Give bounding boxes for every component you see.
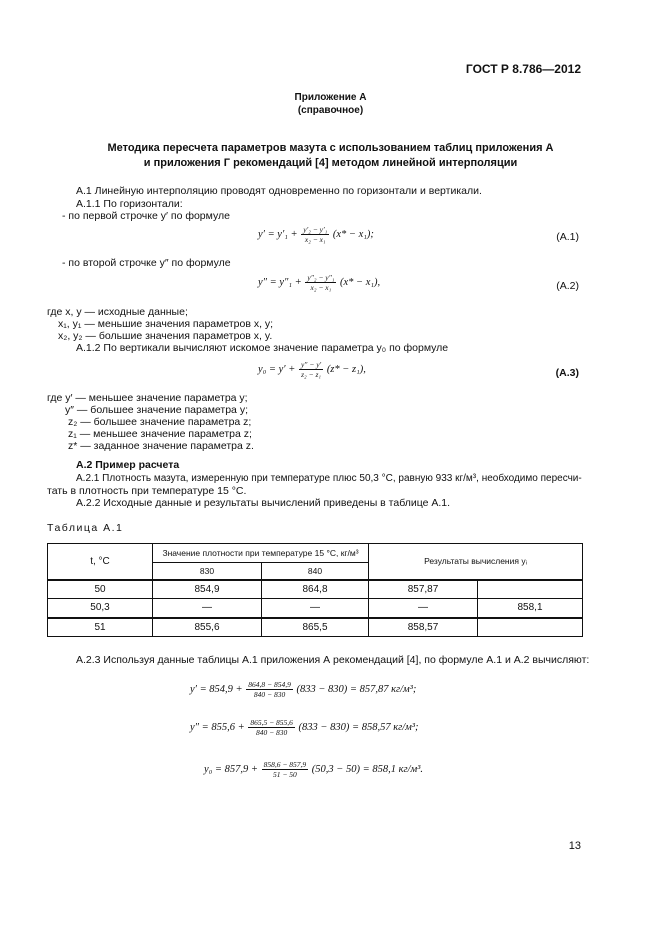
table-cell	[478, 618, 583, 637]
formula-lhs: y′ = y′₁ +	[258, 228, 298, 240]
heading-line-2: и приложения Г рекомендаций [4] методом линейной интерполяции	[143, 157, 518, 169]
fraction-denominator: z₂ − z₁	[301, 370, 321, 379]
table-row	[48, 599, 583, 618]
table-caption: Таблица А.1	[47, 522, 124, 534]
fraction-denominator: 840 − 830	[255, 728, 288, 737]
fraction-numerator: y′₂ − y′₁	[303, 225, 328, 234]
calc-fraction	[262, 760, 309, 779]
formula-a3	[258, 360, 366, 379]
paragraph-first-row: - по первой строчке y′ по формуле	[62, 210, 230, 222]
fraction-numerator: y″₂ − y″₁	[307, 273, 335, 282]
fraction-denominator: 51 − 50	[272, 770, 297, 779]
table-cell: 50	[48, 580, 153, 599]
calc-fraction	[248, 718, 295, 737]
table-cell: 865,5	[262, 618, 369, 637]
table-cell: —	[153, 599, 262, 618]
section-a2-title: А.2 Пример расчета	[76, 459, 180, 471]
where-line-2: x₁, y₁ — меньшие значения параметров x, y;	[58, 318, 274, 330]
table-row	[48, 618, 583, 637]
calc-rhs: (833 − 830) = 857,87 кг/м³;	[296, 683, 417, 695]
table-cell: 858,57	[369, 618, 478, 637]
paragraph-a22: А.2.2 Исходные данные и результаты вычислений приведены в таблице А.1.	[76, 497, 451, 509]
heading-line-1: Методика пересчета параметров мазута с использованием таблиц приложения А	[107, 142, 554, 154]
appendix-title: Приложение А	[294, 92, 367, 103]
calc-y0	[204, 760, 423, 779]
formula-fraction	[301, 225, 329, 244]
table-cell	[478, 580, 583, 599]
calc-rhs: (50,3 − 50) = 858,1 кг/м³.	[311, 763, 423, 775]
formula-rhs: (z* − z₁),	[326, 363, 366, 375]
header-density: Значение плотности при температуре 15 °С, кг/м³	[153, 544, 369, 563]
formula-fraction	[299, 360, 323, 379]
table-cell: 854,9	[153, 580, 262, 599]
formula-lhs: y₀ = y′ +	[258, 363, 296, 375]
calc-rhs: (833 − 830) = 858,57 кг/м³;	[298, 721, 419, 733]
formula-fraction	[305, 273, 336, 292]
paragraph-a23: А.2.3 Используя данные таблицы А.1 приложения А рекомендаций [4], по формуле А.1 и А.2 вычисляют:	[76, 654, 590, 666]
paragraph-a21-line-1: А.2.1 Плотность мазута, измеренную при температуре плюс 50,3 °С, равную 933 кг/м³, необходимо пересчи-	[76, 473, 582, 484]
calc-y-prime	[190, 680, 416, 699]
calc-y-double-prime	[190, 718, 418, 737]
table-cell: —	[369, 599, 478, 618]
where-line-4: где y′ — меньшее значение параметра y;	[47, 392, 248, 404]
page-number: 13	[568, 840, 581, 852]
calc-lhs: y₀ = 857,9 +	[204, 763, 258, 775]
calc-lhs: y′ = 854,9 +	[190, 683, 243, 695]
fraction-numerator: 865,5 − 855,6	[250, 718, 293, 727]
density-table	[47, 543, 583, 637]
document-code: ГОСТ Р 8.786—2012	[465, 62, 581, 76]
table-cell: —	[262, 599, 369, 618]
where-line-5: y″ — большее значение параметра y;	[65, 404, 248, 416]
table-row	[48, 580, 583, 599]
where-line-1: где x, y — исходные данные;	[47, 306, 188, 318]
where-line-7: z₁ — меньшее значение параметра z;	[68, 428, 252, 440]
formula-rhs: (x* − x₁);	[332, 228, 374, 240]
formula-label-a3: (А.3)	[555, 367, 579, 379]
table-cell: 858,1	[478, 599, 583, 618]
table-cell: 51	[48, 618, 153, 637]
fraction-denominator: x₂ − x₁	[304, 235, 326, 244]
formula-rhs: (x* − x₁),	[339, 276, 381, 288]
formula-a1	[258, 225, 374, 244]
header-density-830: 830	[153, 563, 262, 580]
table-cell: 50,3	[48, 599, 153, 618]
formula-a2	[258, 273, 380, 292]
formula-label-a2: (А.2)	[556, 280, 579, 292]
table-cell: 857,87	[369, 580, 478, 599]
table-cell: 855,6	[153, 618, 262, 637]
paragraph-second-row: - по второй строчке y″ по формуле	[62, 257, 231, 269]
calc-fraction	[246, 680, 293, 699]
calc-lhs: y″ = 855,6 +	[190, 721, 245, 733]
formula-lhs: y″ = y″₁ +	[258, 276, 302, 288]
fraction-numerator: 864,8 − 854,9	[248, 680, 291, 689]
formula-label-a1: (А.1)	[556, 231, 579, 243]
where-line-3: x₂, y₂ — большие значения параметров x, y.	[58, 330, 273, 342]
where-line-6: z₂ — большее значение параметра z;	[68, 416, 252, 428]
fraction-denominator: x₂ − x₁	[310, 283, 332, 292]
header-results: Результаты вычисления yᵢ	[369, 544, 583, 580]
header-temperature: t, °С	[48, 544, 153, 580]
where-line-8: z* — заданное значение параметра z.	[68, 440, 254, 452]
paragraph-a11: А.1.1 По горизонтали:	[76, 198, 183, 210]
fraction-denominator: 840 − 830	[253, 690, 286, 699]
paragraph-a12: А.1.2 По вертикали вычисляют искомое значение параметра y₀ по формуле	[76, 342, 449, 354]
paragraph-a21-line-2: тать в плотность при температуре 15 °С.	[47, 485, 247, 497]
appendix-subtitle: (справочное)	[297, 105, 364, 116]
paragraph-a1: А.1 Линейную интерполяцию проводят одновременно по горизонтали и вертикали.	[76, 185, 482, 197]
fraction-numerator: 858,6 − 857,9	[263, 760, 307, 769]
table-cell: 864,8	[262, 580, 369, 599]
fraction-numerator: y″ − y′	[300, 360, 322, 369]
header-density-840: 840	[262, 563, 369, 580]
